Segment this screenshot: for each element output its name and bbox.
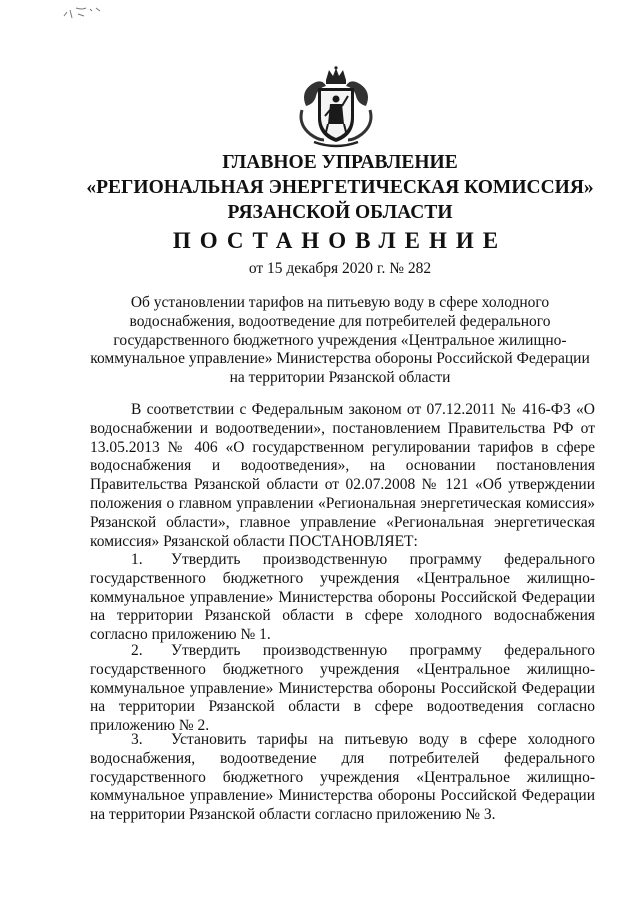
item-text: Установить тарифы на питьевую воду в сфере холодного водоснабжения, водоотведение для потребителей федерального государственного бюджетного учреждения «Центральное жилищно-коммунальное управление» Министерства обороны Российской Федерации на территории Рязанской области согласно приложению № 3. bbox=[90, 731, 595, 824]
organization-name-line-3: РЯЗАНСКОЙ ОБЛАСТИ bbox=[227, 202, 453, 223]
organization-name-line-2: «РЕГИОНАЛЬНАЯ ЭНЕРГЕТИЧЕСКАЯ КОМИССИЯ» bbox=[86, 177, 594, 198]
resolution-item bbox=[90, 551, 595, 645]
document-type-title: ПОСТАНОВЛЕНИЕ bbox=[172, 228, 508, 253]
item-text: Утвердить производственную программу федерального государственного бюджетного учреждения «Центральное жилищно-коммунальное управление» Министерства обороны Российской Федерации на территории Рязанской области в сфере водоотведения согласно приложению № 2. bbox=[90, 642, 595, 735]
resolution-item bbox=[90, 642, 595, 736]
document-date-number: от 15 декабря 2020 г. № 282 bbox=[248, 260, 432, 277]
coat-of-arms-icon bbox=[296, 66, 376, 148]
item-text: Утвердить производственную программу федерального государственного бюджетного учреждения «Центральное жилищно-коммунальное управление» Министерства обороны Российской Федерации на территории Рязанской области в сфере холодного водоснабжения согласно приложению № 1. bbox=[90, 551, 595, 644]
item-number: 3. bbox=[131, 731, 143, 748]
organization-name-line-1: ГЛАВНОЕ УПРАВЛЕНИЕ bbox=[222, 152, 458, 173]
item-number: 2. bbox=[131, 642, 143, 659]
preamble-paragraph: В соответствии с Федеральным законом от 07.12.2011 № 416-ФЗ «О водоснабжении и водоотведении», постановлением Правительства РФ от 13.05.2013 № 406 «О государственном регулировании тарифов в сфере водоснабжения и водоотведения», на основании постановления Правительства Рязанской области от 02.07.2008 № 121 «Об утверждении положения о главном управлении «Региональная энергетическая комиссия» Рязанской области», главное управление «Региональная энергетическая комиссия» Рязанской области ПОСТАНОВЛЯЕТ: bbox=[90, 401, 595, 550]
document-subject: Об установлении тарифов на питьевую воду в сфере холодного водоснабжения, водоотведение для потребителей федерального государственного бюджетного учреждения «Центральное жилищно-коммунальное управление» Министерства обороны Российской Федерации на территории Рязанской области bbox=[90, 294, 590, 387]
item-number: 1. bbox=[131, 551, 143, 568]
scan-artifact-mark bbox=[60, 4, 110, 22]
resolution-item bbox=[90, 731, 595, 825]
